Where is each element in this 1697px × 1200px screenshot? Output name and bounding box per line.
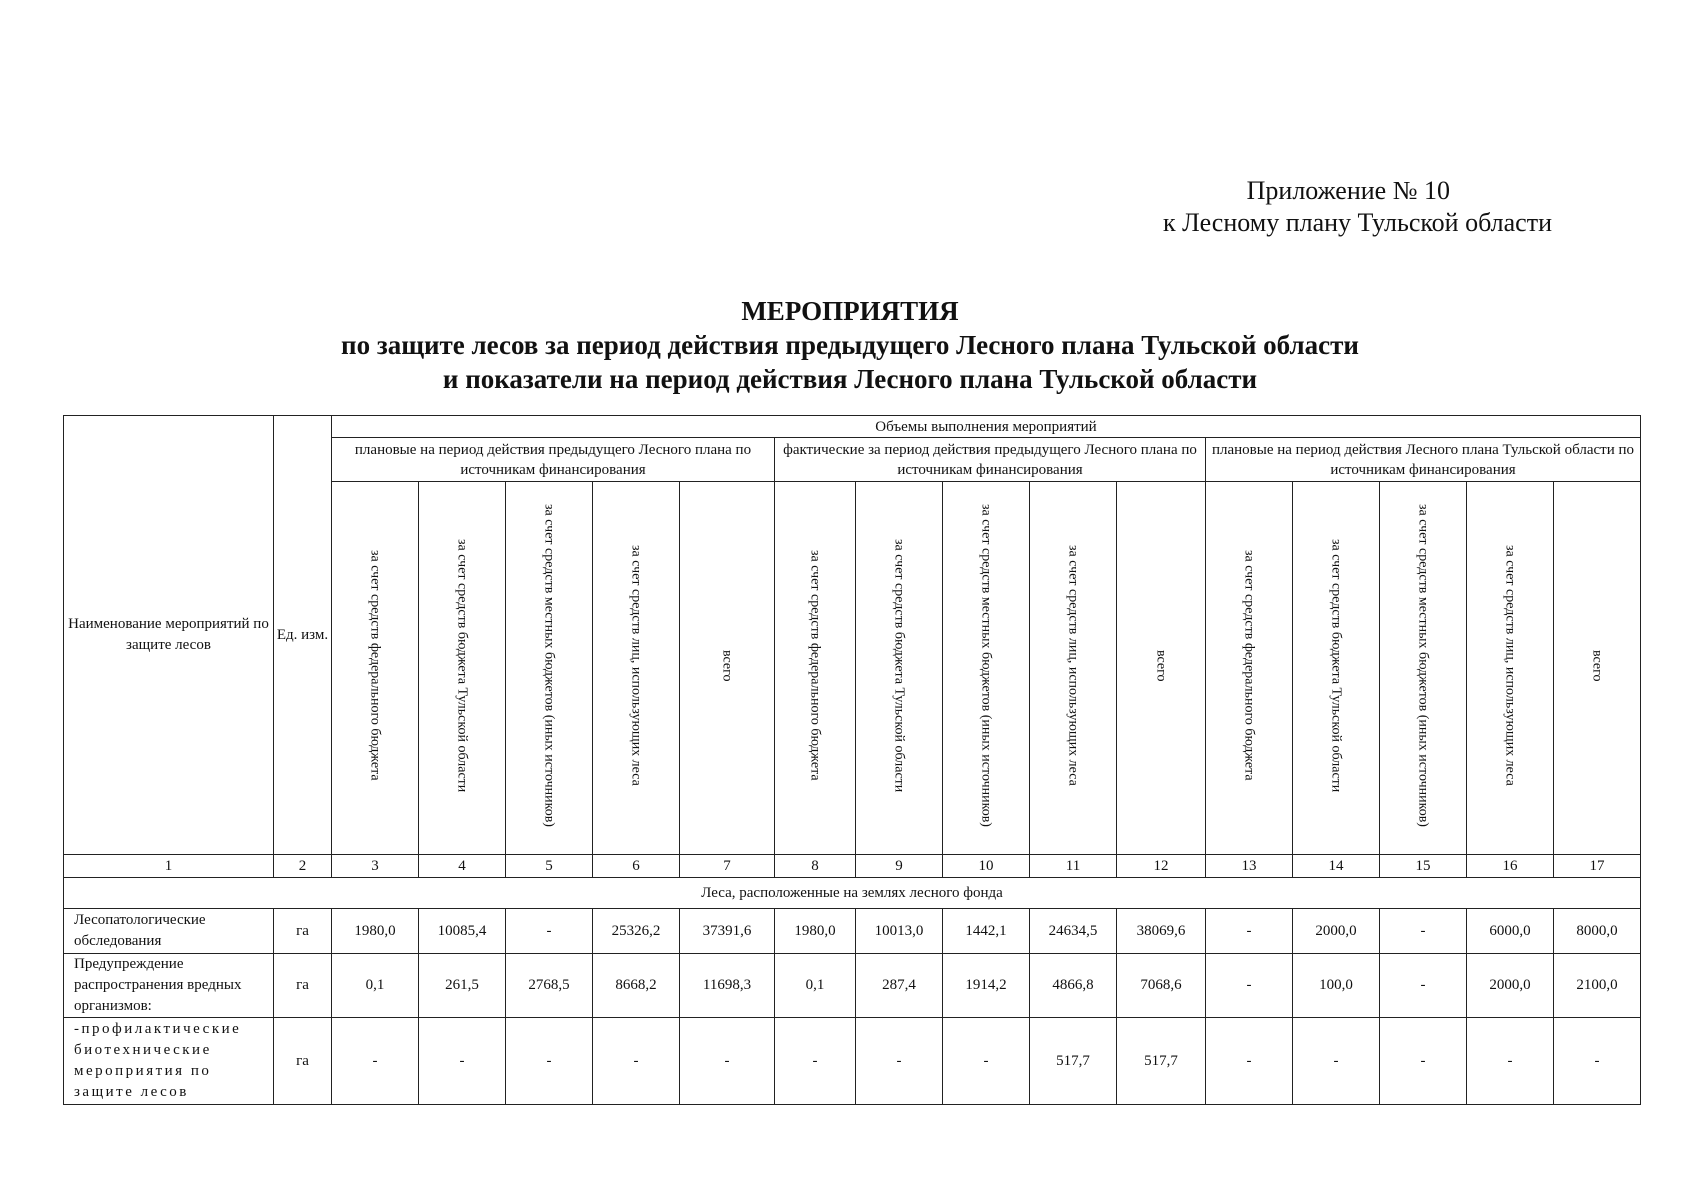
group-header-planned-previous: плановые на период действия предыдущего Лесного плана по источникам финансирования (332, 438, 775, 482)
row-value: 7068,6 (1117, 954, 1206, 1018)
row-unit: га (274, 909, 332, 954)
column-number: 14 (1293, 855, 1380, 878)
row-value: 261,5 (419, 954, 506, 1018)
source-header: за счет средств лиц, использующих леса (1030, 482, 1117, 855)
appendix-note (1163, 175, 1552, 239)
source-header: за счет средств бюджета Тульской области (1293, 482, 1380, 855)
column-number: 3 (332, 855, 419, 878)
group-header-actual-previous: фактические за период действия предыдущего Лесного плана по источникам финансирования (775, 438, 1206, 482)
column-number: 9 (856, 855, 943, 878)
measures-table (63, 415, 1641, 1105)
row-value: 11698,3 (680, 954, 775, 1018)
column-header-name: Наименование мероприятий по защите лесов (64, 416, 274, 855)
row-value: 0,1 (775, 954, 856, 1018)
row-value: - (593, 1018, 680, 1105)
source-header: за счет средств лиц, использующих леса (1467, 482, 1554, 855)
column-numbers-row (64, 855, 1641, 878)
row-value: - (506, 1018, 593, 1105)
column-number: 10 (943, 855, 1030, 878)
row-value: - (506, 909, 593, 954)
appendix-reference: к Лесному плану Тульской области (1163, 208, 1552, 237)
source-header: за счет средств федерального бюджета (775, 482, 856, 855)
source-header: за счет средств местных бюджетов (иных источников) (943, 482, 1030, 855)
row-value: 37391,6 (680, 909, 775, 954)
row-value: 2000,0 (1467, 954, 1554, 1018)
row-value: 10013,0 (856, 909, 943, 954)
title-line-1: МЕРОПРИЯТИЯ (741, 296, 959, 326)
row-value: 4866,8 (1030, 954, 1117, 1018)
source-header: всего (680, 482, 775, 855)
row-value: - (1380, 1018, 1467, 1105)
row-value: - (1554, 1018, 1641, 1105)
row-value: 8668,2 (593, 954, 680, 1018)
row-value: - (1206, 909, 1293, 954)
row-value: - (856, 1018, 943, 1105)
row-value: 100,0 (1293, 954, 1380, 1018)
row-value: 1442,1 (943, 909, 1030, 954)
row-value: - (1380, 954, 1467, 1018)
row-name: Лесопатологические обследования (64, 909, 274, 954)
row-value: 25326,2 (593, 909, 680, 954)
row-value: - (332, 1018, 419, 1105)
title-line-2: по защите лесов за период действия предыдущего Лесного плана Тульской области (341, 330, 1359, 360)
row-value: 517,7 (1117, 1018, 1206, 1105)
column-number: 13 (1206, 855, 1293, 878)
group-header-planned-current: плановые на период действия Лесного плана Тульской области по источникам финансирования (1206, 438, 1641, 482)
source-header: за счет средств федерального бюджета (332, 482, 419, 855)
row-value: 2000,0 (1293, 909, 1380, 954)
row-value: - (1206, 954, 1293, 1018)
row-value: 1914,2 (943, 954, 1030, 1018)
column-number: 11 (1030, 855, 1117, 878)
row-value: - (775, 1018, 856, 1105)
row-value: 38069,6 (1117, 909, 1206, 954)
column-header-volumes: Объемы выполнения мероприятий (332, 416, 1641, 438)
row-value: - (680, 1018, 775, 1105)
row-value: 517,7 (1030, 1018, 1117, 1105)
section-header: Леса, расположенные на землях лесного фонда (64, 878, 1641, 909)
row-value: - (1467, 1018, 1554, 1105)
source-header: за счет средств лиц, использующих леса (593, 482, 680, 855)
source-header: за счет средств федерального бюджета (1206, 482, 1293, 855)
row-value: 10085,4 (419, 909, 506, 954)
appendix-number: Приложение № 10 (1246, 176, 1450, 205)
row-value: 2100,0 (1554, 954, 1641, 1018)
title-line-3: и показатели на период действия Лесного плана Тульской области (442, 364, 1258, 394)
row-value: 24634,5 (1030, 909, 1117, 954)
document-title (63, 294, 1637, 396)
row-value: - (943, 1018, 1030, 1105)
source-header: за счет средств бюджета Тульской области (856, 482, 943, 855)
row-value: 6000,0 (1467, 909, 1554, 954)
column-number: 15 (1380, 855, 1467, 878)
column-number: 6 (593, 855, 680, 878)
column-number: 16 (1467, 855, 1554, 878)
column-number: 8 (775, 855, 856, 878)
column-number: 17 (1554, 855, 1641, 878)
column-number: 4 (419, 855, 506, 878)
row-value: - (419, 1018, 506, 1105)
column-number: 1 (64, 855, 274, 878)
source-header: всего (1117, 482, 1206, 855)
row-value: 1980,0 (775, 909, 856, 954)
column-number: 7 (680, 855, 775, 878)
row-unit: га (274, 1018, 332, 1105)
row-value: - (1293, 1018, 1380, 1105)
row-value: 8000,0 (1554, 909, 1641, 954)
column-number: 2 (274, 855, 332, 878)
table-row (64, 954, 1641, 1018)
row-name: Предупреждение распространения вредных организмов: (64, 954, 274, 1018)
row-value: 2768,5 (506, 954, 593, 1018)
source-header: всего (1554, 482, 1641, 855)
row-value: 0,1 (332, 954, 419, 1018)
row-name: -профилактические биотехнические мероприятия по защите лесов (64, 1018, 274, 1105)
table-row (64, 1018, 1641, 1105)
column-number: 5 (506, 855, 593, 878)
table-row (64, 909, 1641, 954)
row-value: - (1380, 909, 1467, 954)
row-value: 1980,0 (332, 909, 419, 954)
source-header: за счет средств бюджета Тульской области (419, 482, 506, 855)
row-unit: га (274, 954, 332, 1018)
column-header-unit: Ед. изм. (274, 416, 332, 855)
source-header: за счет средств местных бюджетов (иных источников) (506, 482, 593, 855)
row-value: 287,4 (856, 954, 943, 1018)
source-header: за счет средств местных бюджетов (иных источников) (1380, 482, 1467, 855)
row-value: - (1206, 1018, 1293, 1105)
column-number: 12 (1117, 855, 1206, 878)
